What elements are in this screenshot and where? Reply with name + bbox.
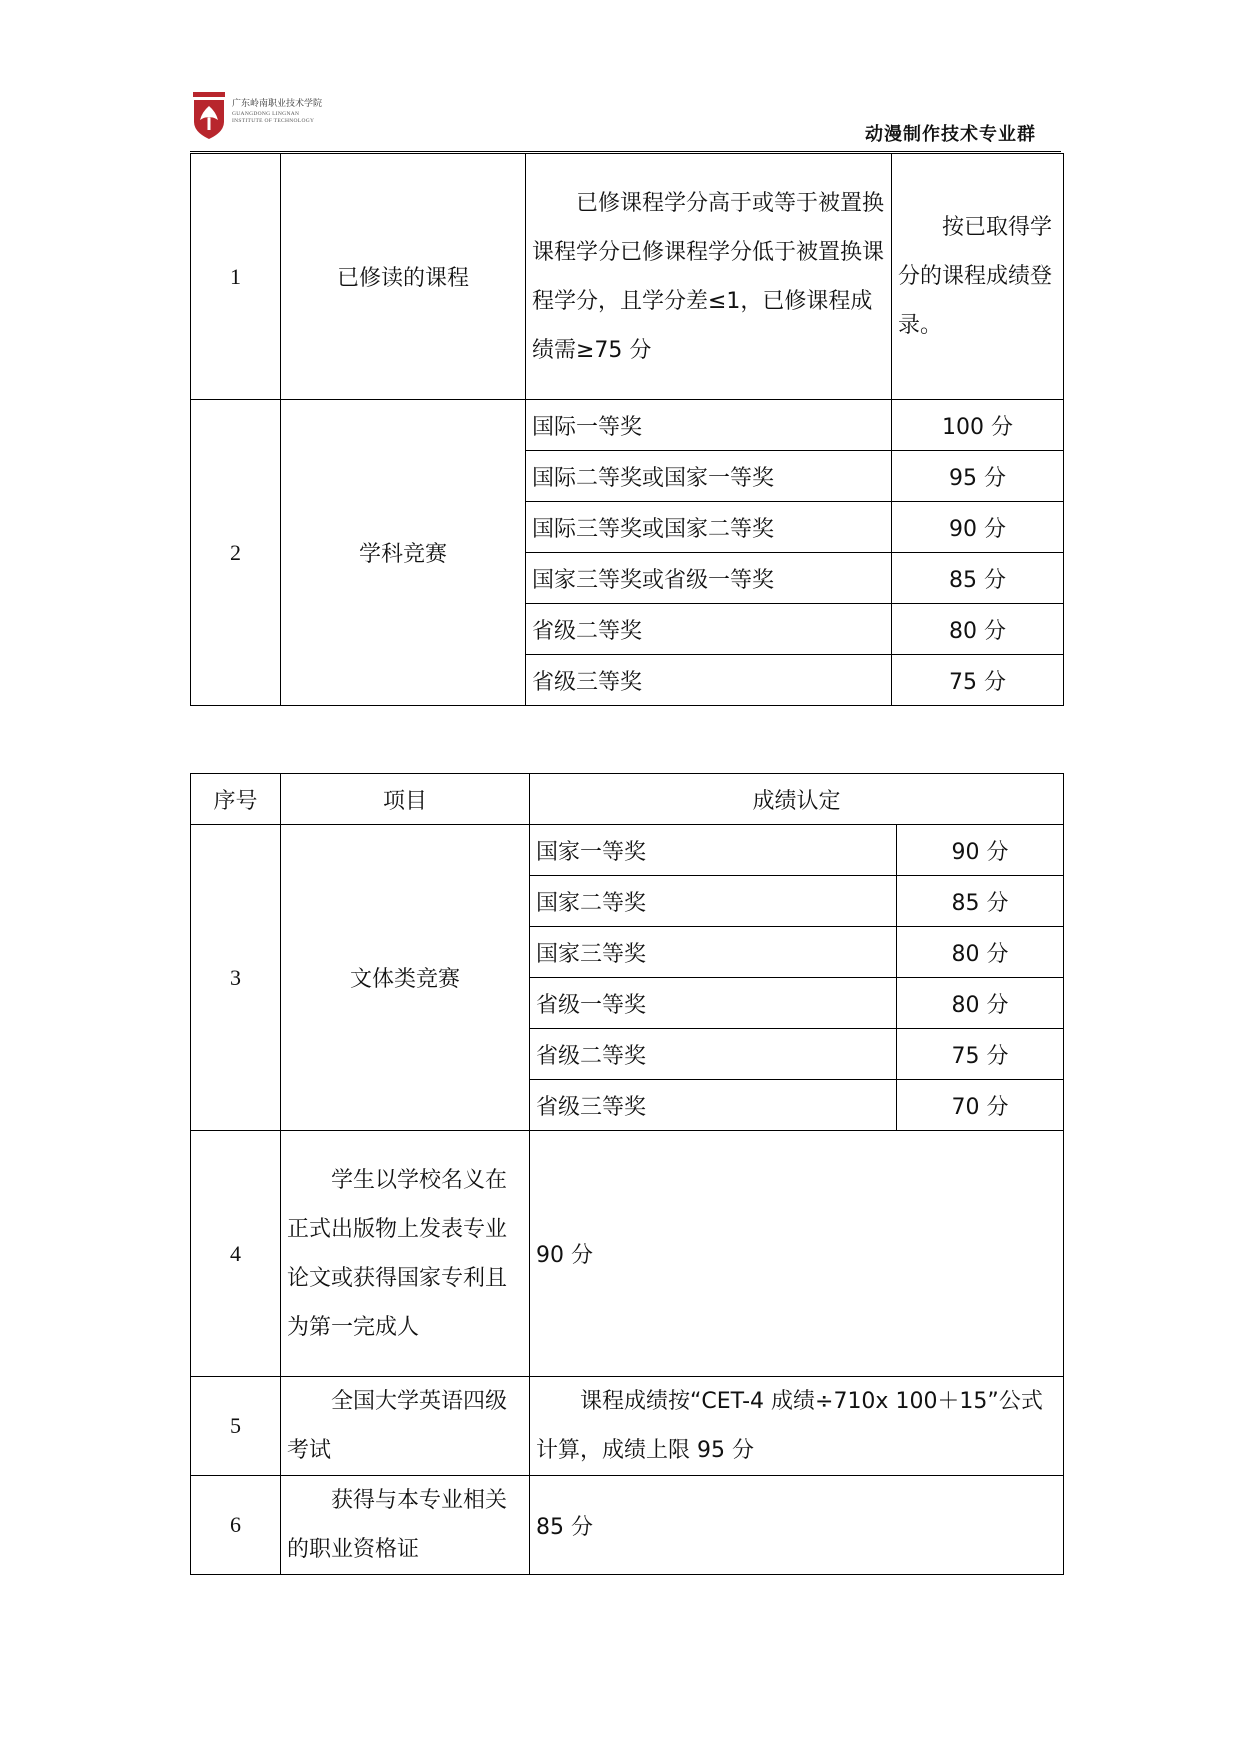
row-number: 2	[191, 400, 281, 706]
school-name-cn: 广东岭南职业技术学院	[232, 99, 323, 109]
award-level: 国家三等奖	[530, 927, 897, 978]
award-level: 省级二等奖	[526, 604, 892, 655]
item-cell: 学科竞赛	[281, 400, 526, 706]
header-no: 序号	[191, 774, 281, 825]
award-score: 90 分	[897, 825, 1064, 876]
condition-cell: 已修课程学分高于或等于被置换课程学分已修课程学分低于被置换课程学分，且学分差≤1，已修课程成绩需≥75 分	[526, 154, 892, 400]
award-score: 80 分	[897, 927, 1064, 978]
award-level: 国家二等奖	[530, 876, 897, 927]
school-logo	[192, 92, 352, 142]
award-score: 75 分	[892, 655, 1064, 706]
award-score: 80 分	[892, 604, 1064, 655]
header-result: 成绩认定	[530, 774, 1064, 825]
header-item: 项目	[281, 774, 530, 825]
award-score: 80 分	[897, 978, 1064, 1029]
result-cell: 85 分	[530, 1476, 1064, 1575]
result-cell: 按已取得学分的课程成绩登录。	[892, 154, 1064, 400]
table-row	[191, 400, 1064, 451]
award-level: 国家三等奖或省级一等奖	[526, 553, 892, 604]
item-cell: 已修读的课程	[281, 154, 526, 400]
table-row	[191, 154, 1064, 400]
award-score: 100 分	[892, 400, 1064, 451]
result-cell: 90 分	[530, 1131, 1064, 1377]
item-cell: 全国大学英语四级考试	[281, 1377, 530, 1476]
school-emblem-icon	[192, 92, 226, 140]
award-level: 省级三等奖	[530, 1080, 897, 1131]
award-level: 省级三等奖	[526, 655, 892, 706]
row-number: 5	[191, 1377, 281, 1476]
award-score: 95 分	[892, 451, 1064, 502]
document-title: 动漫制作技术专业群	[865, 124, 1036, 145]
table-row	[191, 825, 1064, 876]
row-number: 1	[191, 154, 281, 400]
item-cell: 获得与本专业相关的职业资格证	[281, 1476, 530, 1575]
row-number: 3	[191, 825, 281, 1131]
award-score: 70 分	[897, 1080, 1064, 1131]
row-number: 4	[191, 1131, 281, 1377]
award-level: 国际三等奖或国家二等奖	[526, 502, 892, 553]
credit-replacement-table-2	[190, 773, 1064, 1575]
award-score: 90 分	[892, 502, 1064, 553]
award-level: 国家一等奖	[530, 825, 897, 876]
item-cell: 学生以学校名义在正式出版物上发表专业论文或获得国家专利且为第一完成人	[281, 1131, 530, 1377]
award-level: 省级二等奖	[530, 1029, 897, 1080]
item-cell: 文体类竞赛	[281, 825, 530, 1131]
result-cell: 课程成绩按“CET-4 成绩÷710x 100＋15”公式计算，成绩上限 95 分	[530, 1377, 1064, 1476]
school-name-en-1: GUANGDONG LINGNAN	[232, 111, 300, 117]
award-score: 75 分	[897, 1029, 1064, 1080]
row-number: 6	[191, 1476, 281, 1575]
table-header-row	[191, 774, 1064, 825]
table-row	[191, 1131, 1064, 1377]
award-score: 85 分	[897, 876, 1064, 927]
table-row	[191, 1476, 1064, 1575]
award-level: 省级一等奖	[530, 978, 897, 1029]
school-name-en-2: INSTITUTE OF TECHNOLOGY	[232, 118, 315, 124]
award-score: 85 分	[892, 553, 1064, 604]
award-level: 国际一等奖	[526, 400, 892, 451]
header-divider	[190, 151, 1061, 152]
table-row	[191, 1377, 1064, 1476]
award-level: 国际二等奖或国家一等奖	[526, 451, 892, 502]
credit-replacement-table-1	[190, 153, 1064, 706]
